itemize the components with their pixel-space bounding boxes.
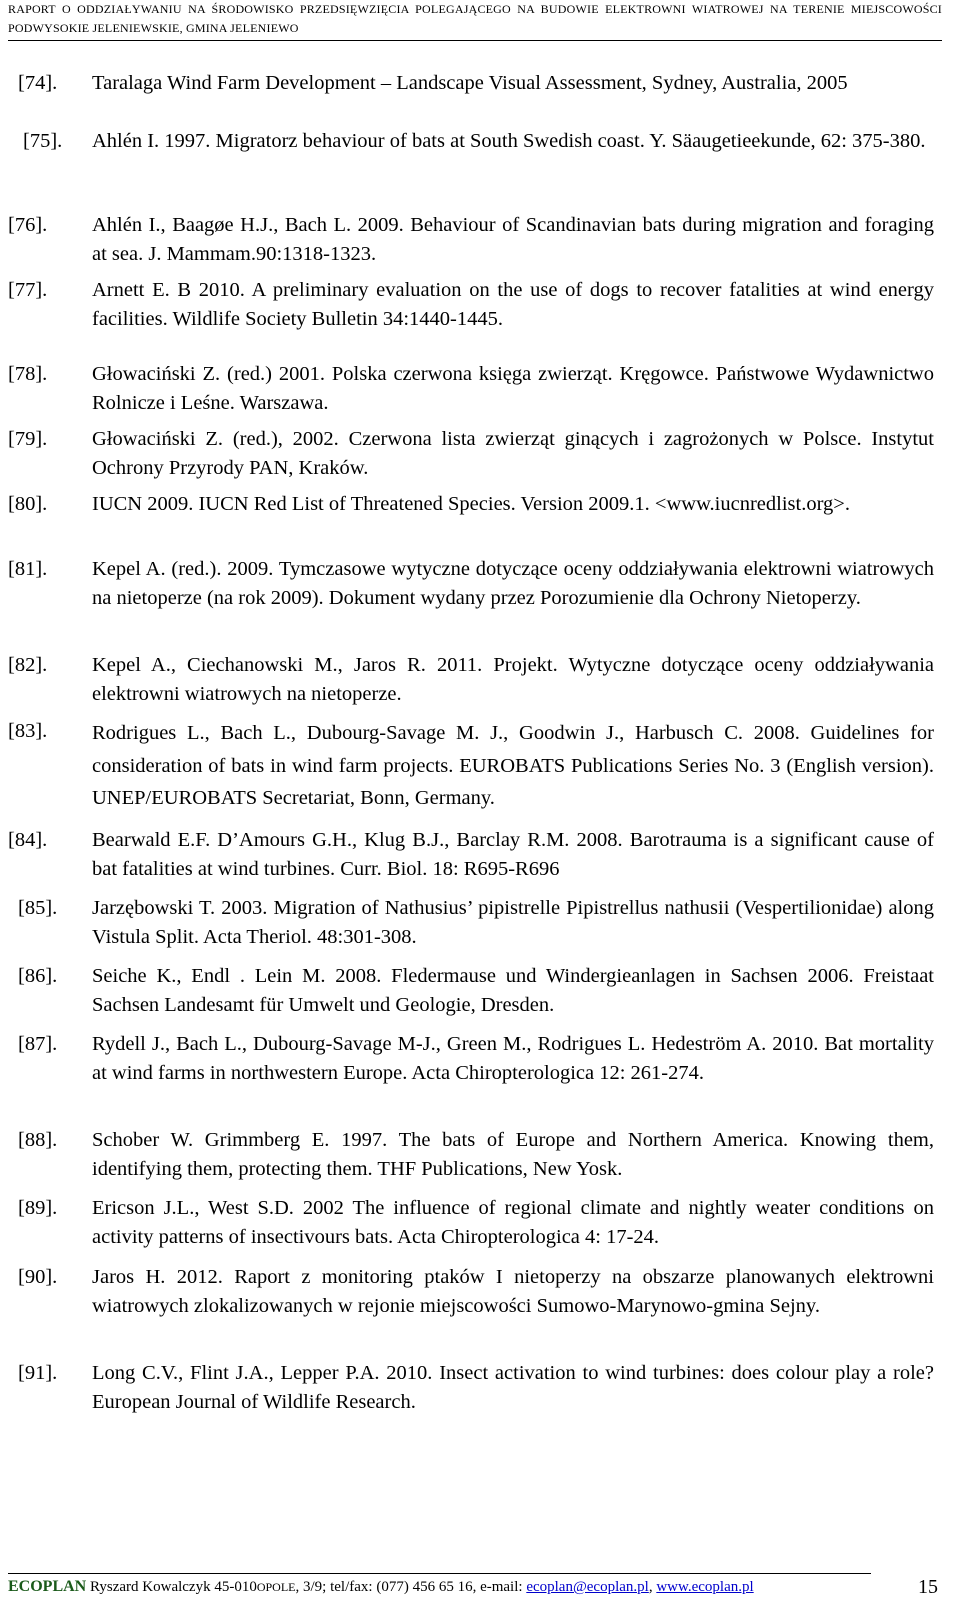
reference-text: Arnett E. B 2010. A preliminary evaluation on the use of dogs to recover fatalities at wind energy facilities. Wildlife Society Bulletin 34:1440-1445. bbox=[92, 279, 934, 330]
reference-text: Taralaga Wind Farm Development – Landscape Visual Assessment, Sydney, Australia, 2005 bbox=[92, 72, 848, 94]
reference-text: Głowaciński Z. (red.) 2001. Polska czerwona księga zwierząt. Kręgowce. Państwowe Wydawnictwo Rolnicze i Leśne. Warszawa. bbox=[92, 363, 934, 414]
reference-text: Seiche K., Endl . Lein M. 2008. Fledermause und Windergieanlagen in Sachsen 2006. Freistaat Sachsen Landesamt für Umwelt und Geologie, Dresden. bbox=[92, 965, 934, 1016]
reference-number: [75]. bbox=[23, 130, 63, 152]
page-footer bbox=[8, 1576, 948, 1598]
reference-text: Kepel A., Ciechanowski M., Jaros R. 2011. Projekt. Wytyczne dotyczące oceny oddziaływania elektrowni wiatrowych na nietoperze. bbox=[92, 654, 934, 705]
reference-text: Ericson J.L., West S.D. 2002 The influence of regional climate and nightly weater conditions on activity patterns of insectivours bats. Acta Chiropterologica 4: 17-24. bbox=[92, 1197, 934, 1248]
reference-list bbox=[8, 0, 958, 1500]
reference-text: Long C.V., Flint J.A., Lepper P.A. 2010. Insect activation to wind turbines: does colour play a role? European Journal of Wildlife Research. bbox=[92, 1362, 934, 1413]
reference-number: [87]. bbox=[18, 1033, 58, 1055]
reference-number: [84]. bbox=[8, 829, 48, 851]
reference-number: [83]. bbox=[8, 720, 48, 742]
reference-number: [91]. bbox=[18, 1362, 58, 1384]
reference-text: Ahlén I., Baagøe H.J., Bach L. 2009. Behaviour of Scandinavian bats during migration and foraging at sea. J. Mammam.90:1318-1323. bbox=[92, 214, 934, 265]
footer-website-link[interactable]: www.ecoplan.pl bbox=[656, 1579, 754, 1595]
reference-number: [89]. bbox=[18, 1197, 58, 1219]
page-number: 15 bbox=[918, 1576, 938, 1598]
reference-number: [88]. bbox=[18, 1129, 58, 1151]
reference-number: [76]. bbox=[8, 214, 48, 236]
reference-text: Rodrigues L., Bach L., Dubourg-Savage M. J., Goodwin J., Harbusch C. 2008. Guidelines for consideration of bats in wind farm projects. EUROBATS Publications Series No. 3 (English version). UNEP/EUROBATS Secretariat, Bonn, Germany. bbox=[92, 722, 934, 809]
reference-number: [79]. bbox=[8, 428, 48, 450]
footer-brand: ECOPLAN bbox=[8, 1578, 87, 1595]
reference-text: Głowaciński Z. (red.), 2002. Czerwona lista zwierząt ginących i zagrożonych w Polsce. Instytut Ochrony Przyrody PAN, Kraków. bbox=[92, 428, 934, 479]
reference-number: [77]. bbox=[8, 279, 48, 301]
reference-number: [80]. bbox=[8, 493, 48, 515]
footer-separator: , bbox=[648, 1579, 653, 1595]
reference-text: Ahlén I. 1997. Migratorz behaviour of bats at South Swedish coast. Y. Säaugetieekunde, 62: 375-380. bbox=[92, 130, 926, 152]
reference-number: [90]. bbox=[18, 1266, 58, 1288]
reference-number: [82]. bbox=[8, 654, 48, 676]
reference-number: [78]. bbox=[8, 363, 48, 385]
reference-text: Schober W. Grimmberg E. 1997. The bats of Europe and Northern America. Knowing them, identifying them, protecting them. THF Publications, New Yosk. bbox=[92, 1129, 934, 1180]
reference-text: Jarzębowski T. 2003. Migration of Nathusius’ pipistrelle Pipistrellus nathusii (Vespertilionidae) along Vistula Split. Acta Theriol. 48:301-308. bbox=[92, 897, 934, 948]
footer-author: Ryszard Kowalczyk bbox=[89, 1579, 211, 1595]
reference-text: Bearwald E.F. D’Amours G.H., Klug B.J., Barclay R.M. 2008. Barotrauma is a significant cause of bat fatalities at wind turbines. Curr. Biol. 18: R695-R696 bbox=[92, 829, 934, 880]
reference-text: Jaros H. 2012. Raport z monitoring ptaków I nietoperzy na obszarze planowanych elektrowni wiatrowych zlokalizowanych w rejonie miejscowości Sumowo-Marynowo-gmina Sejny. bbox=[92, 1266, 934, 1317]
running-header-text: RAPORT O ODDZIAŁYWANIU NA ŚRODOWISKO PRZEDSIĘWZIĘCIA POLEGAJĄCEGO NA BUDOWIE ELEKTROWNI WIATROWEJ NA TERENIE MIEJSCOWOŚCI PODWYSOKIE JELENIEWSKIE, GMINA JELENIEWO bbox=[8, 2, 942, 35]
reference-text: IUCN 2009. IUCN Red List of Threatened Species. Version 2009.1. <www.iucnredlist.org>. bbox=[92, 493, 850, 515]
footer-contact: , 3/9; tel/fax: (077) 456 65 16, e-mail: bbox=[295, 1579, 523, 1595]
footer-divider bbox=[8, 1573, 871, 1574]
reference-number: [86]. bbox=[18, 965, 58, 987]
reference-text: Kepel A. (red.). 2009. Tymczasowe wytyczne dotyczące oceny oddziaływania elektrowni wiatrowych na nietoperze (na rok 2009). Dokument wydany przez Porozumienie dla Ochrony Nietoperzy. bbox=[92, 558, 934, 609]
reference-text: Rydell J., Bach L., Dubourg-Savage M-J., Green M., Rodrigues L. Hedeström A. 2010. Bat mortality at wind farms in northwestern Europe. Acta Chiropterologica 12: 261-274. bbox=[92, 1033, 934, 1084]
reference-number: [74]. bbox=[18, 72, 58, 94]
footer-postal: 45-010 bbox=[214, 1579, 257, 1595]
footer-city: OPOLE bbox=[256, 1580, 296, 1594]
reference-number: [85]. bbox=[18, 897, 58, 919]
footer-email-link[interactable]: ecoplan@ecoplan.pl bbox=[526, 1579, 649, 1595]
reference-number: [81]. bbox=[8, 558, 48, 580]
